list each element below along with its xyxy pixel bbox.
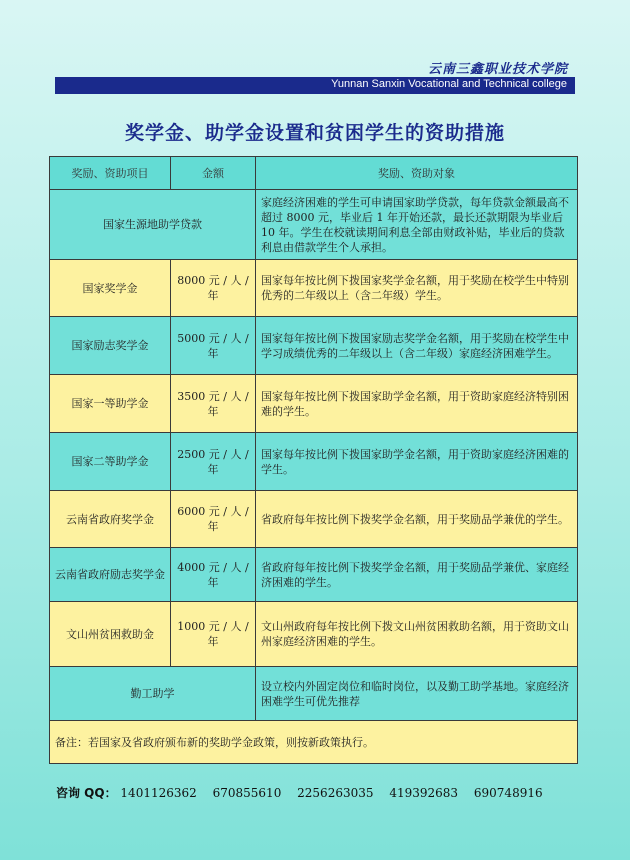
contact-qq bbox=[56, 784, 555, 801]
table-row bbox=[50, 317, 578, 375]
item-cell: 国家二等助学金 bbox=[50, 433, 171, 491]
table-row bbox=[50, 548, 578, 602]
table-row bbox=[50, 260, 578, 317]
policy-note: 备注：若国家及省政府颁布新的奖助学金政策，则按新政策执行。 bbox=[50, 721, 578, 764]
qq-number: 2256263035 bbox=[297, 786, 374, 800]
target-cell: 省政府每年按比例下拨奖学金名额，用于奖励品学兼优、家庭经济困难的学生。 bbox=[256, 548, 578, 602]
item-cell: 国家励志奖学金 bbox=[50, 317, 171, 375]
target-cell: 家庭经济困难的学生可申请国家助学贷款，每年贷款金额最高不超过 8000 元，毕业后 1 年开始还款，最长还款期限为毕业后 10 年。学生在校就读期间利息全部由财政补贴，毕业后的贷款利息由借款学生个人承担。 bbox=[256, 190, 578, 260]
amount-cell: 3500 元 / 人 / 年 bbox=[171, 375, 256, 433]
aid-table bbox=[49, 156, 578, 764]
item-cell: 国家奖学金 bbox=[50, 260, 171, 317]
column-header-target: 奖励、资助对象 bbox=[256, 157, 578, 190]
qq-number: 670855610 bbox=[212, 786, 282, 800]
item-cell: 国家生源地助学贷款 bbox=[50, 190, 256, 260]
target-cell: 国家每年按比例下拨国家奖学金名额，用于奖励在校学生中特别优秀的二年级以上（含二年级）学生。 bbox=[256, 260, 578, 317]
target-cell: 国家每年按比例下拨国家助学金名额，用于资助家庭经济困难的学生。 bbox=[256, 433, 578, 491]
amount-cell: 4000 元 / 人 / 年 bbox=[171, 548, 256, 602]
table-row bbox=[50, 602, 578, 667]
target-cell: 国家每年按比例下拨国家助学金名额，用于资助家庭经济特别困难的学生。 bbox=[256, 375, 578, 433]
item-cell: 云南省政府奖学金 bbox=[50, 491, 171, 548]
column-header-amount: 金额 bbox=[171, 157, 256, 190]
amount-cell: 5000 元 / 人 / 年 bbox=[171, 317, 256, 375]
qq-number: 690748916 bbox=[473, 786, 543, 800]
item-cell: 国家一等助学金 bbox=[50, 375, 171, 433]
target-cell: 省政府每年按比例下拨奖学金名额，用于奖励品学兼优的学生。 bbox=[256, 491, 578, 548]
school-name-chinese: 云南三鑫职业技术学院 bbox=[427, 62, 568, 77]
table-row bbox=[50, 190, 578, 260]
table-row bbox=[50, 375, 578, 433]
amount-cell: 6000 元 / 人 / 年 bbox=[171, 491, 256, 548]
amount-cell: 2500 元 / 人 / 年 bbox=[171, 433, 256, 491]
target-cell: 设立校内外固定岗位和临时岗位，以及勤工助学基地。家庭经济困难学生可优先推荐 bbox=[256, 667, 578, 721]
table-row bbox=[50, 667, 578, 721]
qq-number: 419392683 bbox=[389, 786, 459, 800]
item-cell: 云南省政府励志奖学金 bbox=[50, 548, 171, 602]
school-name-english: Yunnan Sanxin Vocational and Technical college bbox=[331, 78, 567, 90]
school-name-banner bbox=[55, 77, 575, 94]
table-header-row bbox=[50, 157, 578, 190]
amount-cell: 8000 元 / 人 / 年 bbox=[171, 260, 256, 317]
table-row bbox=[50, 491, 578, 548]
item-cell: 文山州贫困救助金 bbox=[50, 602, 171, 667]
target-cell: 文山州政府每年按比例下拨文山州贫困救助名额，用于资助文山州家庭经济困难的学生。 bbox=[256, 602, 578, 667]
qq-number: 1401126362 bbox=[120, 786, 197, 800]
amount-cell: 1000 元 / 人 / 年 bbox=[171, 602, 256, 667]
contact-label: 咨询 QQ： bbox=[56, 786, 117, 800]
column-header-item: 奖励、资助项目 bbox=[50, 157, 171, 190]
page-title: 奖学金、助学金设置和贫困学生的资助措施 bbox=[124, 122, 505, 144]
target-cell: 国家每年按比例下拨国家励志奖学金名额，用于奖励在校学生中学习成绩优秀的二年级以上（含二年级）家庭经济困难学生。 bbox=[256, 317, 578, 375]
item-cell: 勤工助学 bbox=[50, 667, 256, 721]
table-note-row bbox=[50, 721, 578, 764]
table-row bbox=[50, 433, 578, 491]
